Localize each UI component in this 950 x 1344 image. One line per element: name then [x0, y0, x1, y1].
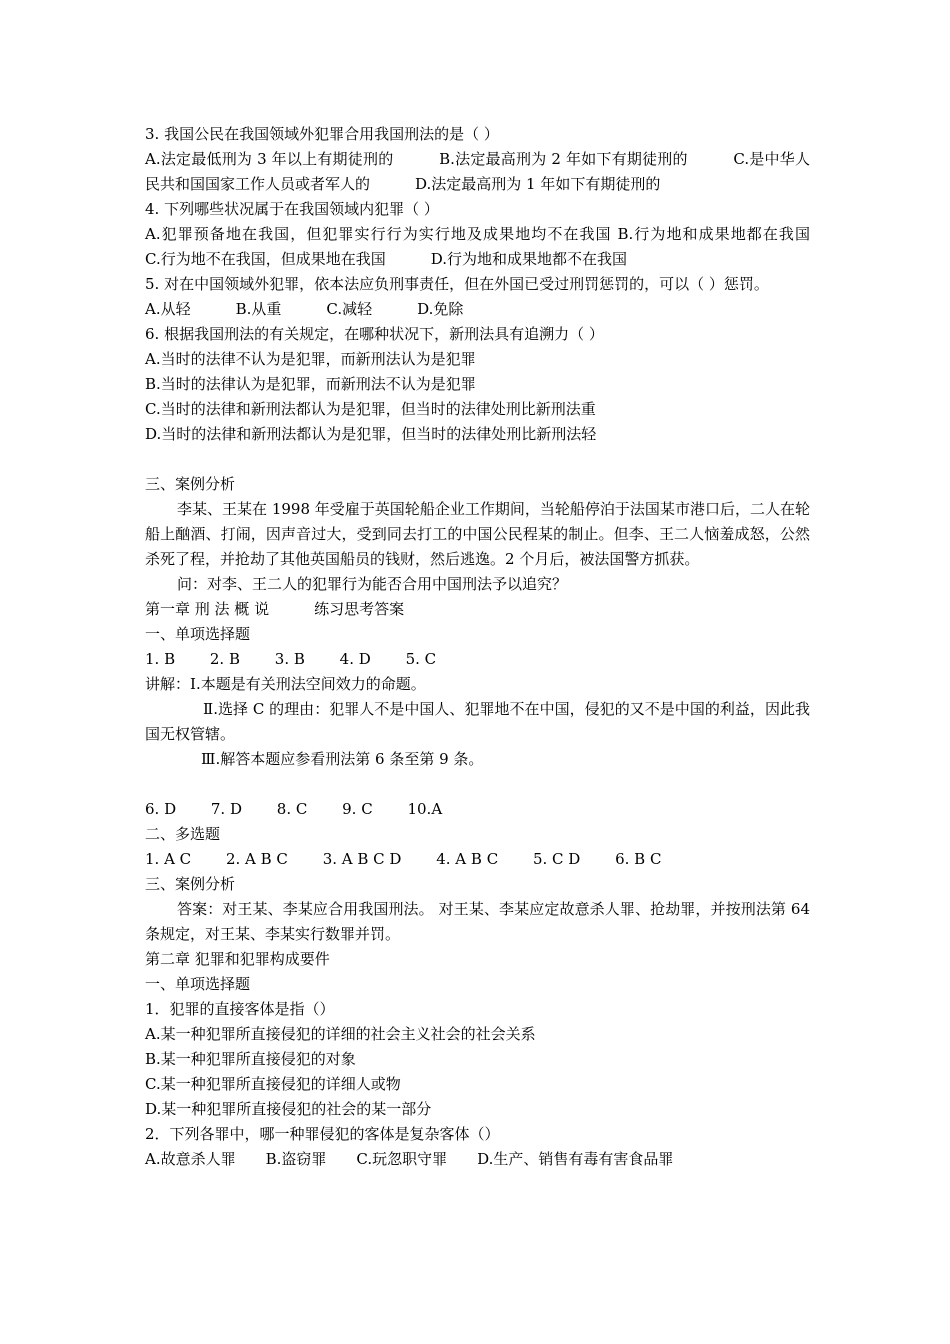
question-4-stem: 4. 下列哪些状况属于在我国领域内犯罪（ ） [145, 200, 439, 218]
multi-answer-4: 4. A B C [436, 850, 499, 868]
question-6-stem: 6. 根据我国刑法的有关规定，在哪种状况下，新刑法具有追溯力（ ） [145, 325, 604, 343]
chapter-2-q1-option-c: C.某一种犯罪所直接侵犯的详细人或物 [145, 1075, 401, 1093]
multi-answer-2: 2. A B C [225, 850, 288, 868]
case-answer-heading: 三、案例分析 [145, 875, 236, 893]
case-body: 李某、王某在 1998 年受雇于英国轮船企业工作期间，当轮船停泊于法国某市港口后，二人在轮船上酗酒、打闹，因声音过大，受到同去打工的中国公民程某的制止。但李、王二人恼羞成怒，公然杀死了程，并抢劫了其他英国船员的钱财，然后逃逸。2 个月后，被法国警方抓获。 [145, 500, 810, 568]
chapter-2-title: 第二章 犯罪和犯罪构成要件 [145, 950, 330, 968]
answer-10: 10.A [407, 800, 443, 818]
answer-row-1 [145, 647, 810, 672]
question-6-option-a: A.当时的法律不认为是犯罪，而新刑法认为是犯罪 [145, 350, 476, 368]
answer-3: 3. B [274, 650, 305, 668]
answer-1: 1. B [145, 650, 176, 668]
multi-answer-1: 1. A C [145, 850, 192, 868]
question-4-options: A.犯罪预备地在我国，但犯罪实行行为实行地及成果地均不在我国 B.行为地和成果地都在我国 C.行为地不在我国，但成果地在我国 D.行为地和成果地都不在我国 [145, 225, 856, 268]
question-6-option-b: B.当时的法律认为是犯罪，而新刑法不认为是犯罪 [145, 375, 476, 393]
case-question: 问：对李、王二人的犯罪行为能否合用中国刑法予以追究？ [177, 575, 568, 593]
explanation-1-text: Ⅰ.本题是有关刑法空间效力的命题。 [190, 675, 426, 693]
case-answer: 答案：对王某、李某应合用我国刑法。 对王某、李某应定故意杀人罪、抢劫罪，并按刑法第 64 条规定，对王某、李某实行数罪并罚。 [145, 900, 810, 943]
explanation-2: Ⅱ.选择 C 的理由：犯罪人不是中国人、犯罪地不在中国，侵犯的又不是中国的利益，因此我国无权管辖。 [145, 700, 810, 743]
explanation-3: Ⅲ.解答本题应参看刑法第 6 条至第 9 条。 [201, 750, 484, 768]
question-5-stem: 5. 对在中国领域外犯罪，依本法应负刑事责任，但在外国已受过刑罚惩罚的，可以（ ）惩罚。 [145, 275, 769, 293]
multi-answer-6: 6. B C [615, 850, 662, 868]
answer-6: 6. D [145, 800, 177, 818]
question-6-option-d: D.当时的法律和新刑法都认为是犯罪，但当时的法律处刑比新刑法轻 [145, 425, 597, 443]
answer-5: 5. C [405, 650, 437, 668]
chapter-2-q1-option-a: A.某一种犯罪所直接侵犯的详细的社会主义社会的社会关系 [145, 1025, 536, 1043]
multi-answer-5: 5. C D [532, 850, 581, 868]
question-3-stem: 3. 我国公民在我国领域外犯罪合用我国刑法的是（ ） [145, 125, 499, 143]
multi-answer-row [145, 847, 810, 872]
explanation-label: 讲解： [145, 675, 191, 693]
answer-7: 7. D [210, 800, 242, 818]
chapter-2-q1-stem: 1．犯罪的直接客体是指（） [145, 1000, 335, 1018]
chapter-2-q2-options: A.故意杀人罪 B.盗窃罪 C.玩忽职守罪 D.生产、销售有毒有害食品罪 [145, 1150, 674, 1168]
chapter-2-q1-option-d: D.某一种犯罪所直接侵犯的社会的某一部分 [145, 1100, 432, 1118]
blank-line [145, 447, 810, 472]
chapter-2-single-heading: 一、单项选择题 [145, 975, 251, 993]
question-5-options: A.从轻 B.从重 C.减轻 D.免除 [145, 300, 464, 318]
question-3-options: A.法定最低刑为 3 年以上有期徒刑的 B.法定最高刑为 2 年如下有期徒刑的 C.是中华人民共和国国家工作人员或者军人的 D.法定最高刑为 1 年如下有期徒刑的 [145, 150, 810, 193]
chapter-2-q1-option-b: B.某一种犯罪所直接侵犯的对象 [145, 1050, 356, 1068]
chapter-1-answers-title: 第一章 刑 法 概 说 练习思考答案 [145, 600, 405, 618]
answer-8: 8. C [276, 800, 308, 818]
chapter-2-q2-stem: 2．下列各罪中，哪一种罪侵犯的客体是复杂客体（） [145, 1125, 500, 1143]
document-body [145, 122, 856, 1172]
question-6-option-c: C.当时的法律和新刑法都认为是犯罪，但当时的法律处刑比新刑法重 [145, 400, 596, 418]
blank-line [145, 772, 810, 797]
answer-4: 4. D [339, 650, 371, 668]
answer-2: 2. B [209, 650, 240, 668]
single-choice-heading: 一、单项选择题 [145, 625, 251, 643]
explanation-1 [145, 672, 810, 697]
case-heading: 三、案例分析 [145, 475, 236, 493]
answer-9: 9. C [342, 800, 373, 818]
answer-row-2 [145, 797, 810, 822]
multi-choice-heading: 二、多选题 [145, 825, 221, 843]
multi-answer-3: 3. A B C D [322, 850, 402, 868]
